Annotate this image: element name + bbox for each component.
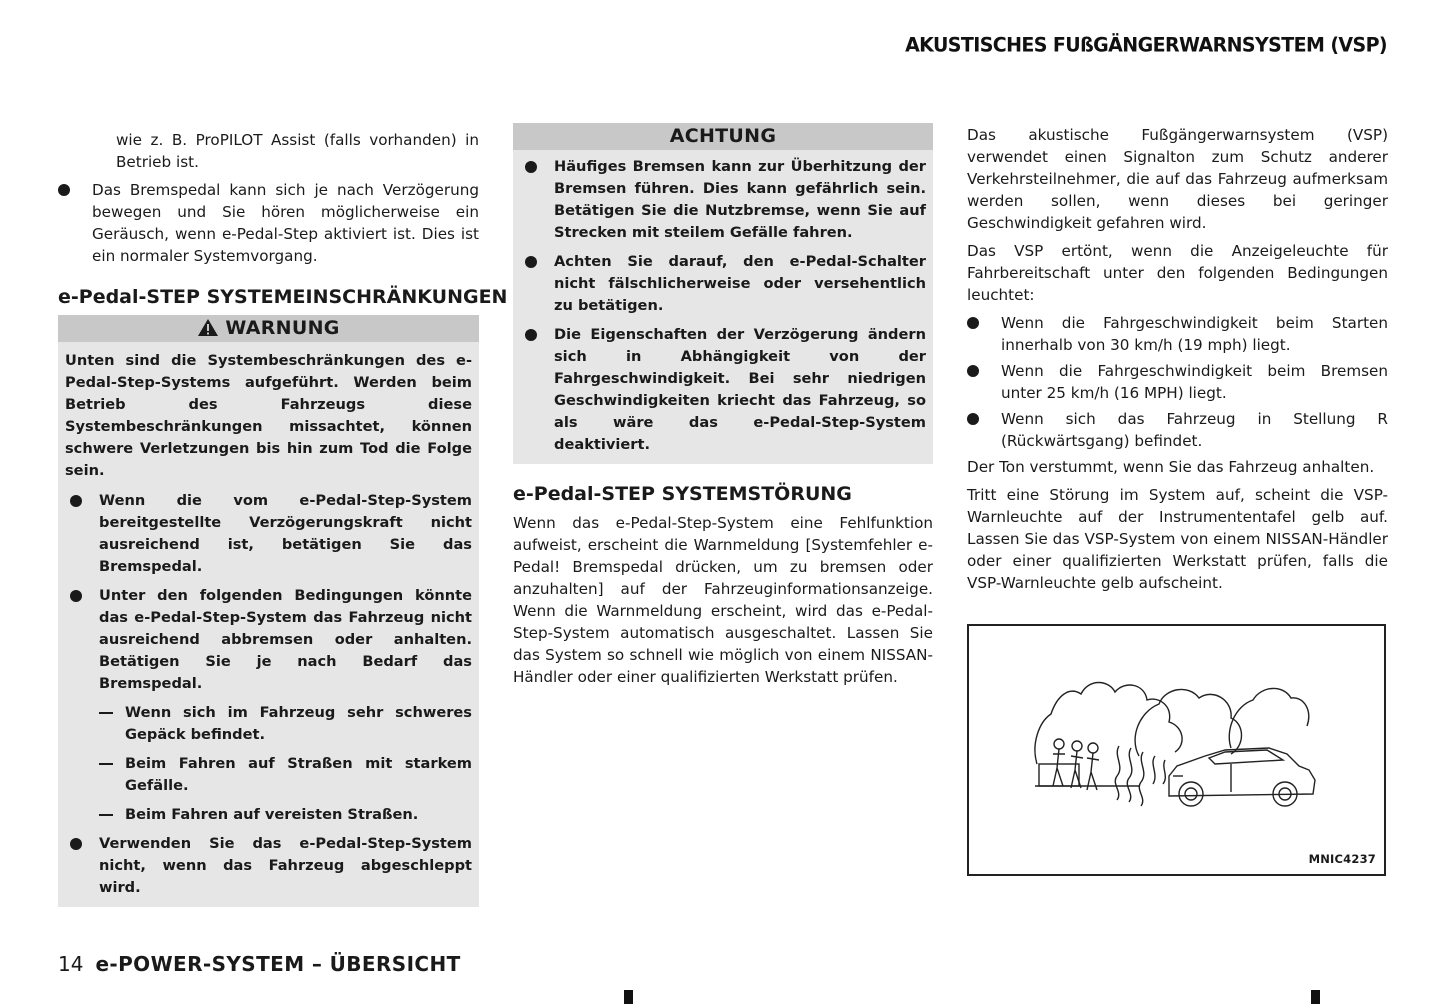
bullet-text: Wenn sich das Fahrzeug in Stellung R (Rückwärtsgang) befindet.	[1001, 410, 1388, 450]
bullet-text: Wenn die vom e-Pedal-Step-System bereitgestellte Verzögerungskraft nicht ausreichend ist, betätigen Sie das Bremspedal.	[99, 492, 472, 575]
list-item	[520, 156, 926, 244]
dash-item	[65, 804, 472, 826]
bullet-icon	[70, 838, 82, 850]
header-title: AKUSTISCHES FUßGÄNGERWARNSYSTEM (VSP)	[905, 33, 1387, 57]
vsp-malfunction-paragraph: Tritt eine Störung im System auf, scheint die VSP-Warnleuchte auf der Instrumententafel gelb auf. Lassen Sie das VSP-System von einem NISSAN-Händler oder einer qualifizierten Werkstatt prüfen, falls die VSP-Warnleuchte gelb aufscheint.	[967, 486, 1388, 592]
bullet-text: Unter den folgenden Bedingungen könnte das e-Pedal-Step-System das Fahrzeug nicht ausreichend abbremsen oder anhalten. Betätigen Sie je nach Bedarf das Bremspedal.	[99, 587, 472, 692]
list-item	[967, 312, 1388, 356]
bullet-icon	[967, 317, 979, 329]
bullet-icon	[525, 256, 537, 268]
column-middle	[513, 123, 933, 688]
bullet-text: Die Eigenschaften der Verzögerung ändern sich in Abhängigkeit von der Fahrgeschwindigkeit. Bei sehr niedrigen Geschwindigkeiten kriecht das Fahrzeug, so als wäre das e-Pedal-Step-System deaktiviert.	[554, 326, 926, 453]
bullet-icon	[70, 495, 82, 507]
bullet-text: Achten Sie darauf, den e-Pedal-Schalter nicht fälschlicherweise oder versehentlich zu betätigen.	[554, 253, 926, 314]
dash-text: Beim Fahren auf Straßen mit starkem Gefälle.	[125, 755, 472, 794]
bullet-icon	[525, 161, 537, 173]
bullet-icon	[525, 329, 537, 341]
crop-mark	[1311, 990, 1320, 1004]
dash-text: Beim Fahren auf vereisten Straßen.	[125, 806, 419, 823]
caution-box	[513, 123, 933, 464]
column-right	[967, 124, 1388, 594]
bullet-text: Häufiges Bremsen kann zur Überhitzung der Bremsen führen. Dies kann gefährlich sein. Betätigen Sie die Nutzbremse, wenn Sie auf Strecken mit steilem Gefälle fahren.	[554, 158, 926, 241]
warning-box	[58, 315, 479, 907]
page-footer	[58, 952, 461, 976]
continued-text: wie z. B. ProPILOT Assist (falls vorhanden) in Betrieb ist.	[116, 131, 479, 171]
section-title: e-Pedal-STEP SYSTEMEINSCHRÄNKUNGEN	[58, 286, 508, 308]
bullet-icon	[967, 413, 979, 425]
dash-item	[65, 702, 472, 746]
bullet-icon	[967, 365, 979, 377]
list-item	[65, 585, 472, 695]
car-pedestrian-illustration	[969, 626, 1384, 874]
list-item	[967, 360, 1388, 404]
list-item	[58, 179, 479, 267]
bullet-text: Verwenden Sie das e-Pedal-Step-System nicht, wenn das Fahrzeug abgeschleppt wird.	[99, 835, 472, 896]
crop-mark	[624, 990, 633, 1004]
vsp-intro-paragraph: Das akustische Fußgängerwarnsystem (VSP) verwendet einen Signalton zum Schutz anderer Verkehrsteilnehmer, die auf das Fahrzeug aufmerksam werden sollen, wenn dieses bei geringer Geschwindigkeit gefahren wird.	[967, 126, 1388, 232]
dash-icon	[99, 814, 113, 816]
vsp-illustration	[967, 624, 1386, 876]
bullet-text: Das Bremspedal kann sich je nach Verzögerung bewegen und Sie hören möglicherweise ein Geräusch, wenn e-Pedal-Step aktiviert ist. Dies ist ein normaler Systemvorgang.	[92, 181, 479, 265]
warning-body	[58, 342, 479, 907]
dash-icon	[99, 712, 113, 714]
chapter-title: e-POWER-SYSTEM – ÜBERSICHT	[95, 952, 461, 976]
page-number: 14	[58, 952, 84, 976]
dash-text: Wenn sich im Fahrzeug sehr schweres Gepäck befindet.	[125, 704, 472, 743]
bullet-text: Wenn die Fahrgeschwindigkeit beim Bremsen unter 25 km/h (16 MPH) liegt.	[1001, 362, 1388, 402]
caution-heading: ACHTUNG	[513, 123, 933, 150]
warning-intro: Unten sind die Systembeschränkungen des e-Pedal-Step-Systems aufgeführt. Werden beim Betrieb des Fahrzeugs diese Systembeschränkungen missachtet, können schwere Verletzungen bis hin zum Tod die Folge sein.	[65, 352, 472, 479]
column-left	[58, 127, 508, 907]
bullet-icon	[70, 590, 82, 602]
list-item	[520, 324, 926, 456]
list-item	[65, 833, 472, 899]
list-item	[65, 490, 472, 578]
figure-code: MNIC4237	[1308, 852, 1376, 866]
warning-header	[58, 315, 479, 342]
dash-item	[65, 753, 472, 797]
caution-body	[513, 150, 933, 464]
vsp-conditions-paragraph: Das VSP ertönt, wenn die Anzeigeleuchte für Fahrbereitschaft unter den folgenden Bedingungen leuchtet:	[967, 242, 1388, 304]
malfunction-paragraph: Wenn das e-Pedal-Step-System eine Fehlfunktion aufweist, erscheint die Warnmeldung [Systemfehler e-Pedal! Bremspedal drücken, um zu bremsen oder anzuhalten] auf der Fahrzeuginformationsanzeige. Wenn die Warnmeldung erscheint, wird das e-Pedal-Step-System automatisch ausgeschaltet. Lassen Sie das System so schnell wie möglich von einem NISSAN-Händler oder einer qualifizierten Werkstatt prüfen.	[513, 514, 933, 686]
section-title: e-Pedal-STEP SYSTEMSTÖRUNG	[513, 483, 852, 505]
list-item	[520, 251, 926, 317]
list-item	[967, 408, 1388, 452]
vsp-stop-paragraph: Der Ton verstummt, wenn Sie das Fahrzeug anhalten.	[967, 458, 1375, 476]
dash-icon	[99, 763, 113, 765]
warning-triangle-icon	[197, 318, 219, 337]
bullet-icon	[58, 184, 70, 196]
bullet-text: Wenn die Fahrgeschwindigkeit beim Starten innerhalb von 30 km/h (19 mph) liegt.	[1001, 314, 1388, 354]
warning-heading: WARNUNG	[225, 317, 340, 339]
